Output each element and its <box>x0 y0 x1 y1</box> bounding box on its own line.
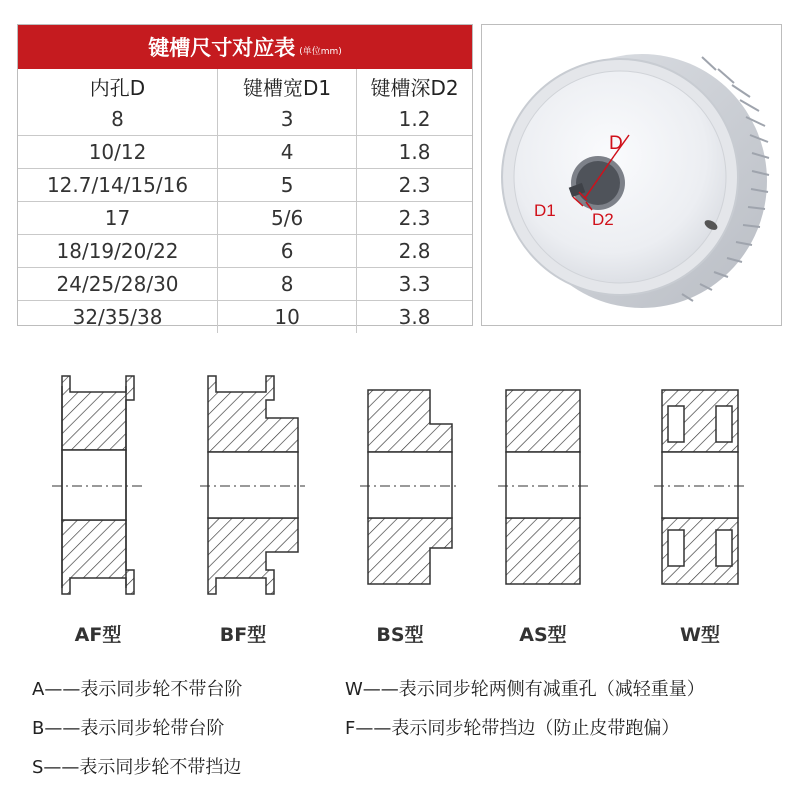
pulley-illustration <box>482 25 781 325</box>
cell-bore: 17 <box>18 202 218 235</box>
cell-depth: 3.8 <box>357 301 472 334</box>
table-grid <box>18 69 472 333</box>
as-type-diagram <box>498 390 588 584</box>
table-header-row <box>18 69 472 103</box>
cell-bore: 10/12 <box>18 136 218 169</box>
cell-width: 6 <box>218 235 357 268</box>
bf-type-label: BF型 <box>219 624 267 646</box>
header-bore: 内孔D <box>89 75 146 100</box>
table-row <box>18 301 472 334</box>
table-row <box>18 268 472 301</box>
w-type-diagram <box>654 390 746 584</box>
cell-width: 8 <box>218 268 357 301</box>
table-row <box>18 202 472 235</box>
header-key-width: 键槽宽D1 <box>218 69 357 103</box>
cell-depth: 2.3 <box>357 202 472 235</box>
cell-bore: 8 <box>18 103 218 136</box>
cell-depth: 2.3 <box>357 169 472 202</box>
cell-width: 5/6 <box>218 202 357 235</box>
table-title: 键槽尺寸对应表 <box>148 36 296 60</box>
cell-width: 10 <box>218 301 357 334</box>
pulley-type-diagrams <box>0 368 800 608</box>
bs-type-label: BS型 <box>376 624 424 646</box>
table-row <box>18 136 472 169</box>
cell-bore: 18/19/20/22 <box>18 235 218 268</box>
bs-type-diagram <box>360 390 460 584</box>
cell-depth: 1.8 <box>357 136 472 169</box>
legend-b: B——表示同步轮带台阶 <box>32 718 225 739</box>
cell-width: 4 <box>218 136 357 169</box>
cell-depth: 3.3 <box>357 268 472 301</box>
cell-bore: 24/25/28/30 <box>18 268 218 301</box>
w-type-label: W型 <box>680 624 720 646</box>
cell-width: 5 <box>218 169 357 202</box>
label-d1: D1 <box>534 201 556 220</box>
legend-f: F——表示同步轮带挡边（防止皮带跑偏） <box>345 718 680 739</box>
label-d2: D2 <box>592 210 614 229</box>
pulley-photo <box>481 24 782 326</box>
cell-bore: 32/35/38 <box>72 305 163 329</box>
bf-type-diagram <box>200 376 305 594</box>
table-title-bar <box>18 25 472 69</box>
legend-s: S——表示同步轮不带挡边 <box>32 757 242 778</box>
legend-a: A——表示同步轮不带台阶 <box>32 679 243 700</box>
label-d: D <box>609 133 623 154</box>
table-unit: (单位mm) <box>299 46 342 57</box>
cell-depth: 1.2 <box>357 103 472 136</box>
table-row <box>18 169 472 202</box>
keyway-size-table <box>17 24 473 329</box>
legend-w: W——表示同步轮两侧有减重孔（减轻重量） <box>345 679 705 700</box>
cell-width: 3 <box>218 103 357 136</box>
header-key-depth: 键槽深D2 <box>357 69 472 103</box>
af-type-diagram <box>52 376 142 594</box>
cell-bore: 12.7/14/15/16 <box>18 169 218 202</box>
table-row <box>18 103 472 136</box>
cell-depth: 2.8 <box>357 235 472 268</box>
as-type-label: AS型 <box>519 624 567 646</box>
af-type-label: AF型 <box>74 624 122 646</box>
table-row <box>18 235 472 268</box>
